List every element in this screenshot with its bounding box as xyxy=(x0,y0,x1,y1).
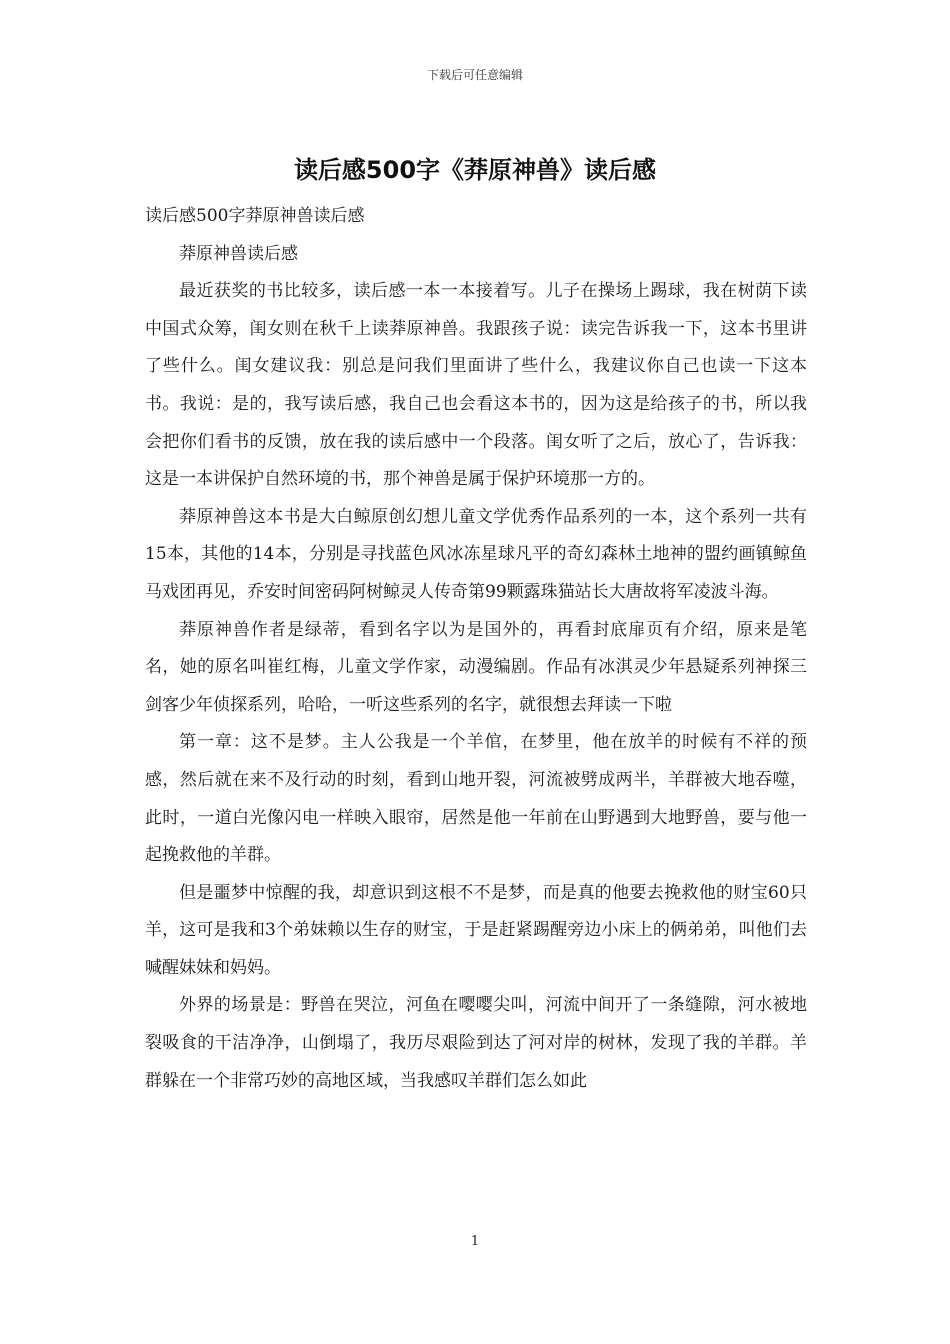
paragraph: 最近获奖的书比较多，读后感一本一本接着写。儿子在操场上踢球，我在树荫下读中国式众筹，闺女则在秋千上读莽原神兽。我跟孩子说：读完告诉我一下，这本书里讲了些什么。闺女建议我：别总是问我们里面讲了些什么，我建议你自己也读一下这本书。我说：是的，我写读后感，我自己也会看这本书的，因为这是给孩子的书，所以我会把你们看书的反馈，放在我的读后感中一个段落。闺女听了之后，放心了，告诉我：这是一本讲保护自然环境的书，那个神兽是属于保护环境那一方的。 xyxy=(145,281,807,490)
paragraph: 外界的场景是：野兽在哭泣，河鱼在嘤嘤尖叫，河流中间开了一条缝隙，河水被地裂吸食的干洁净净，山倒塌了，我历尽艰险到达了河对岸的树林，发现了我的羊群。羊群躲在一个非常巧妙的高地区域，当我感叹羊群们怎么如此 xyxy=(145,995,807,1091)
paragraph: 莽原神兽这本书是大白鲸原创幻想儿童文学优秀作品系列的一本，这个系列一共有15本，其他的14本，分别是寻找蓝色风冰冻星球凡平的奇幻森林土地神的盟约画镇鲸鱼马戏团再见，乔安时间密码阿树鲸灵人传奇第99颗露珠猫站长大唐故将军凌波斗海。 xyxy=(145,506,807,602)
page-number: 1 xyxy=(470,1234,480,1249)
paragraph: 莽原神兽作者是绿蒂，看到名字以为是国外的，再看封底扉页有介绍，原来是笔名，她的原名叫崔红梅，儿童文学作家，动漫编剧。作品有冰淇灵少年悬疑系列神探三剑客少年侦探系列，哈哈，一听这些系列的名字，就很想去拜读一下啦 xyxy=(145,619,807,715)
document-title: 读后感500字《莽原神兽》读后感 xyxy=(293,156,657,184)
subtitle-line: 读后感500字莽原神兽读后感 xyxy=(145,206,365,226)
header-note: 下载后可任意编辑 xyxy=(426,68,523,82)
paragraph: 第一章：这不是梦。主人公我是一个羊倌，在梦里，他在放羊的时候有不祥的预感，然后就在来不及行动的时刻，看到山地开裂，河流被劈成两半，羊群被大地吞噬，此时，一道白光像闪电一样映入眼帘，居然是他一年前在山野遇到大地野兽，要与他一起挽救他的羊群。 xyxy=(145,732,807,866)
document-body xyxy=(145,198,807,1100)
paragraph: 但是噩梦中惊醒的我，却意识到这根不不是梦，而是真的他要去挽救他的财宝60只羊，这可是我和3个弟妹赖以生存的财宝，于是赶紧踢醒旁边小床上的俩弟弟，叫他们去喊醒妹妹和妈妈。 xyxy=(145,882,807,978)
paragraph: 莽原神兽读后感 xyxy=(179,243,298,264)
